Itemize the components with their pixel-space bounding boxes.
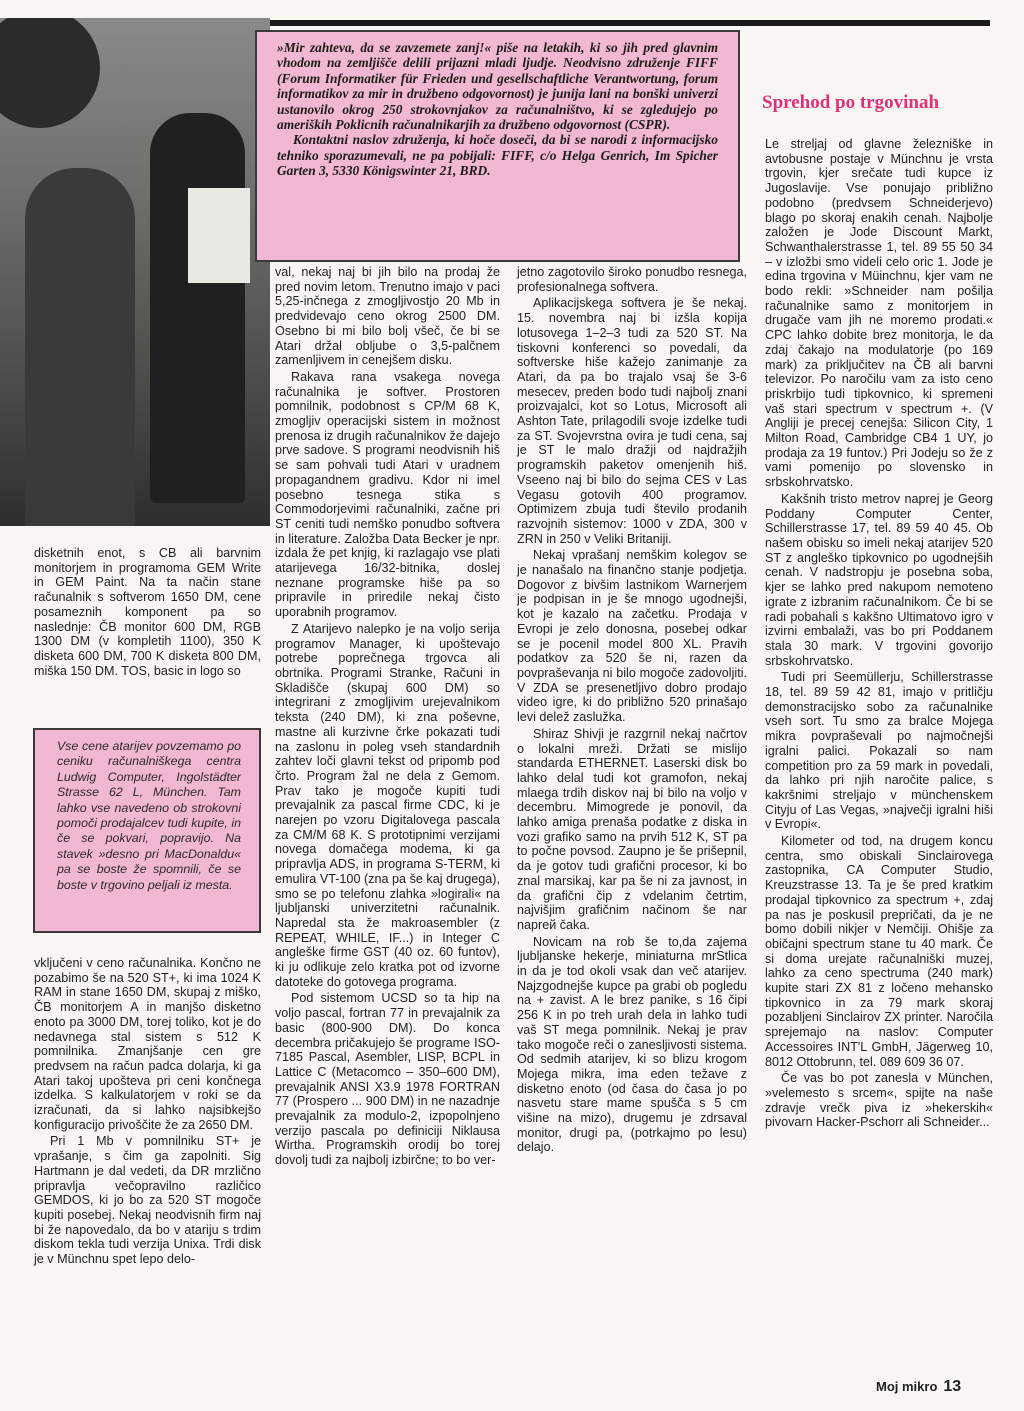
col4-paragraph-3: Tudi pri Seemüllerju, Schillerstrasse 18, tel. 89 59 42 81, imajo v pritličju demonstracijsko sobo za računalnike vseh sort. Tu smo za bralce Mojega mikra povpraševali po najmočnejši igralni palici. Pokazali so nam competition pro za 59 mark in povedali, da lahko pri njih naročite palice, s kakršnimi streljajo v münchenskem Cityju of Las Vegas, »največji igralni hiši v Evropi«. bbox=[765, 670, 993, 832]
column-4 bbox=[765, 137, 993, 1132]
photo-leaflet bbox=[188, 188, 250, 283]
sidebar-box-fiff bbox=[255, 30, 740, 262]
box-top-paragraph-1: »Mir zahteva, da se zavzemete zanj!« piše na letakih, ki so jih pred glavnim vhodom na zemljišče delili prijazni mladi ljudje. Neodvisno združenje FIFF (Forum Informatiker für Frieden und gesellschaftliche Verantwortung, forum informatikov za mir in družbeno odgovornost) je junija lani na bonški univerzi ustanovilo okrog 250 strokovnjakov za računalništvo, ki se zgledujejo po ameriških Poklicnih računalnikarjih za družbeno odgovornost (CSPR). bbox=[277, 40, 718, 133]
column-3 bbox=[517, 265, 747, 1157]
price-note-box: Vse cene atarijev povzemamo po ceniku računalniškega centra Ludwig Computer, Ingolstädter Strasse 62 L, München. Tam lahko vse navedeno ob strokovni pomoči prodajalcev tudi kupite, in če se pokvari, popravijo. Na stavek »desno pri MacDonaldu« pa se boste že spomnili, če se boste v trgovino peljali iz mesta. bbox=[33, 728, 261, 933]
box-top-paragraph-2: Kontaktni naslov združenja, ki hoče doseči, da bi se narodi z informacijsko tehniko sporazumevali, ne pa pobijali: FIFF, c/o Helga Genrich, Im Spicher Garten 3, 5330 Königswinter 21, BRD. bbox=[277, 132, 718, 179]
col4-paragraph-5: Če vas bo pot zanesla v München, »velemesto s srcem«, spijte na naše zdravje vrečk piva iz »hekerskih« pivovarn Hacker-Pschorr ali Schneider... bbox=[765, 1071, 993, 1130]
col4-paragraph-1: Le streljaj od glavne železniške in avtobusne postaje v Münchnu je vrsta trgovin, kjer srečate tudi kupce iz Jugoslavije. Vse ponujajo približno podobno (predvsem Schneiderjevo) blago po skoraj enakih cenah. Najbolje založen je Jode Discount Markt, Schwanthalerstrasse 1, tel. 89 55 50 34 – v izložbi smo videli celo oric 1. Jode je edina trgovina v Müinchnu, kjer vam ne bodo rekli: »Schneider nam pošilja računalnike samo z monitorjem in drugače vam jih ne moremo prodati.« CPC lahko dobite brez monitorja, le da zdaj čakajo na modulatorje (po 169 mark) za priključitev na ČB ali barvni televizor. Po naročilu vam za isto ceno priskrbijo tudi tipkovnico, ki spremeni vaš stari spectrum v spectrum +. (V Angliji je precej cenejša: Silicon City, 1 Milton Road, Cambridge CB4 1 UY, jo prodaja za 19 funtov.) Pri Jodeju so že z vami pomenijo po slovensko in srbskohrvatsko. bbox=[765, 137, 993, 490]
photo-tree bbox=[0, 18, 100, 128]
col3-paragraph-5: Novicam na rob še to,da zajema ljubljanske hekerje, miniaturna mrStlica in da je tod okoli vsak dan več atarijev. Najzgodnejše kupce pa grabi ob pogledu na + zavist. A le brez panike, s 16 čipi 256 K in po treh urah dela in lahko tudi vaš ST mega pomnilnik. Nekaj je prav tako mogoče reči o zanesljivosti sistema. Od sedmih atarijev, ki so blizu krogom Mojega mikra, ima eden težave z disketno enoto (od časa do časa jo po nasvetu stare mame spušča s 5 cm višine na mizo), drugemu je zdrsaval monitor, drugi pa, (potrkajmo po lesu) delajo. bbox=[517, 934, 747, 1155]
col3-paragraph-1: jetno zagotovilo široko ponudbo resnega, profesionalnega softvera. bbox=[517, 265, 747, 294]
column-2 bbox=[275, 265, 500, 1170]
photo-person-right bbox=[150, 113, 245, 503]
column-1-bottom bbox=[34, 956, 261, 1269]
magazine-name: Moj mikro bbox=[876, 1379, 938, 1394]
col4-paragraph-2: Kakšnih tristo metrov naprej je Georg Poddany Computer Center, Schillerstrasse 17, tel. 89 59 40 45. Ob našem obisku so imeli nekaj atarijev 520 ST z angleško tipkovnico po ugodnejših cenah. V nadstropju je posebna soba, kjer se lahko pred nakupom nemoteno igrate z izbranim računalnikom. Če bi se radi pobahali s kakšno Ultimatovo igro v izvirni embalaži, vas bo pri Poddanem stala 30 mark. V trgovini govorijo srbskohrvatsko. bbox=[765, 491, 993, 668]
photo bbox=[0, 18, 270, 526]
col2-paragraph-4: Pod sistemom UCSD so ta hip na voljo pascal, fortran 77 in prevajalnik za basic (800-900 DM). Do konca decembra pričakujejo še programe ISO-7185 Pascal, Asembler, LISP, BCPL in Lattice C (Metacomco – 350–600 DM), prevajalnik ANSI X3.9 1978 FORTRAN 77 (Prospero ... 900 DM) in ne nazadnje prevajalnik za modulo-2, izpopolnjeno verzijo pascala po definiciji Niklausa Wirtha. Programskih orodij bo torej dovolj tudi za najbolj izbirčne; to bo ver- bbox=[275, 991, 500, 1168]
col1-paragraph-3: Pri 1 Mb v pomnilniku ST+ je vprašanje, s čim ga zapolniti. Sig Hartmann je dal vedeti, da DR mrzlično pripravlja večopravilno različico GEMDOS, ki jo bo za 520 ST mogoče kupiti posebej. Nekaj neodvisnih firm naj bi že napovedalo, da bo v atariju s trdim diskom tekla tudi verzija Unixa. Trdi disk je v Münchnu spet lepo delo- bbox=[34, 1134, 261, 1267]
col2-paragraph-3: Z Atarijevo nalepko je na voljo serija programov Manager, ki upoštevajo potrebe poprečnega trgovca ali obrtnika. Programi Stranke, Računi in Skladišče (skupaj 600 DM) so integrirani z zmogljivim urejevalnikom teksta (240 DM), ki zna poševne, mastne ali kurzivne črke pokazati tudi na zaslonu in poleg vseh standardnih zahtev loči glavni tekst od pripomb pod črto. Program žal ne dela z Gemom. Prav tako je mogoče kupiti tudi prevajalnik za pascal firme CDC, ki je narejen po vzoru Digitalovega pascala za CM/M 68 K. S prototipnimi verzijami novega domačega modema, ki ga pripravlja ADS, in programa S-TERM, ki emulira VT-100 (zna pa še kaj drugega), smo se po telefonu zlahka »logirali« na ljubljanski univerzitetni računalnik. Napredal sta že makroasembler (z REPEAT, WHILE, IF...) in Integer C angleške firme GST (40 oz. 60 funtov), ki ju odlikuje zelo kratka pot od izvorne datoteke do gotovega programa. bbox=[275, 621, 500, 989]
col3-paragraph-3: Nekaj vprašanj nemškim kolegov se je nanašalo na finančno stanje podjetja. Dogovor z bivšim lastnikom Warnerjem je podpisan in je še mnogo ugodnejši, kot je kazalo na začetku. Prodaja v Evropi je zelo donosna, posebej odkar se je pocenil model 800 XL. Pravih podatkov za 520 še ni, razen da povpraševanja ni bilo mogoče zadovoljiti. V ZDA se presenetljivo dobro prodajo video igre, ki do približno 520 prinašajo levi delež zaslužka. bbox=[517, 548, 747, 725]
column-1-top bbox=[34, 546, 261, 680]
col2-paragraph-2: Rakava rana vsakega novega računalnika je softver. Prostoren pomnilnik, podobnost s CP/M 68 K, zmogljiv operacijski sistem in možnost prenosa iz drugih računalnikov že dajejo prve sadove. S programi neodvisnih hiš se sam pohvali tudi Atari v uradnem propagandnem gradivu. Kdor ni imel posebno tesnega stika s Commodorjevimi računalniki, začne pri ST ceniti tudi nemško ponudbo softvera in literature. Založba Data Becker je npr. izdala že pet knjig, ki razlagajo vse plati atarijevega 16/32-bitnika, doslej neznane programske hiše pa so pripravile in priredile nekaj čisto uporabnih programov. bbox=[275, 369, 500, 620]
top-rule bbox=[255, 20, 990, 26]
col1-paragraph-1: disketnih enot, s CB ali barvnim monitorjem in programoma GEM Write in GEM Paint. Na ta način stane računalnik s softverom 1650 DM, cene posameznih komponent pa so naslednje: ČB monitor 600 DM, RGB 1300 DM (v kompletih 1100), 350 K disketa 600 DM, 700 K disketa 800 DM, miška 150 DM. TOS, basic in logo so bbox=[34, 546, 261, 678]
folio bbox=[876, 1378, 961, 1396]
section-heading: Sprehod po trgovinah bbox=[762, 92, 940, 113]
col2-paragraph-1: val, nekaj naj bi jih bilo na prodaj že pred novim letom. Trenutno imajo v paci 5,25-inčnega z zmogljivostjo 20 Mb in predvidevajo ceno okrog 2500 DM. Osebno bi mi bilo bolj všeč, če bi se Atari držal obljube o 3,5-palčnem zamenljivem in cenejšem disku. bbox=[275, 265, 500, 368]
photo-person-left bbox=[25, 168, 135, 526]
page-number: 13 bbox=[943, 1378, 962, 1395]
col4-paragraph-4: Kilometer od tod, na drugem koncu centra, smo obiskali Sinclairovega zastopnika, CA Computer Studio, Kreuzstrasse 13. Ta je še pred kratkim prodajal tipkovnico za spectrum +, zdaj pa nas je poskusil prepričati, da je ne bomo dobili nikjer v Nemčiji. Ohišje za običajni spectrum stane tu 40 mark. Če si doma urejate računalniški muzej, lahko za ceno spectruma (240 mark) kupite stari ZX 81 z ločeno mehansko tipkovnico in za 79 mark skoraj pozabljeni Sinclairov ZX printer. Naročila sprejemajo na naslov: Computer Accessoires INT'L GmbH, Jägerweg 10, 8012 Ottobrunn, tel. 089 609 36 07. bbox=[765, 834, 993, 1069]
col3-paragraph-2: Aplikacijskega softvera je še nekaj. 15. novembra naj bi izšla kopija lotusovega 1–2–3 tudi za 520 ST. Na tiskovni konferenci so povedali, da softverske hiše kažejo zanimanje za Atari, da pa bo trajalo vsaj še 3-6 mesecev, preden bodo tudi najbolj znani proizvajalci, kot so Lotus, Microsoft ali Ashton Tate, prilagodili svoje izdelke tudi za ST. Svojevrstna ovira je tudi cena, saj je ST le malo dražji od najdražjih programskih paketov omenjenih hiš. Vseeno naj bi bilo do sejma CES v Las Vegasu gotovih 400 programov. Optimizem zbuja tudi število prodanih razvojnih sistemov: 1000 v ZDA, 300 v ZRN in 250 v Veliki Britaniji. bbox=[517, 296, 747, 546]
col3-paragraph-4: Shiraz Shivji je razgrnil nekaj načrtov o lokalni mreži. Držati se mislijo standarda ETHERNET. Laserski disk bo lahko delal tudi kot gramofon, nekaj mlaega trdih diskov naj bi bilo na voljo v decembru. Mimogrede je ponovil, da lahko amiga prenaša podatke z diska in vozi grafiko samo na prvih 512 K, ST pa to počne povsod. Zaupno je še prišepnil, da je gotov tudi grafični procesor, ki bo znal marsikaj, kar pa še ni za javnost, in da grafični čip z vdelanim četrtim, najvišjim grafičnim načinom še nar napreй čaka. bbox=[517, 726, 747, 932]
col1-paragraph-2: vključeni v ceno računalnika. Končno ne pozabimo še na 520 ST+, ki ima 1024 K RAM in stane 1650 DM, skupaj z miško, ČB monitorjem A in manjšo disketno enoto pa 3000 DM, torej toliko, kot je do nedavnega stal sistem s 512 K pomnilnika. Zmanjšanje cen gre predvsem na račun padca dolarja, ki ga Atari takoj upošteva pri ceni končnega izdelka. S kalkulatorjem v roki se da izračunati, da si lahko najsibkejšo konfiguracijo privoščite že za 2650 DM. bbox=[34, 956, 261, 1132]
